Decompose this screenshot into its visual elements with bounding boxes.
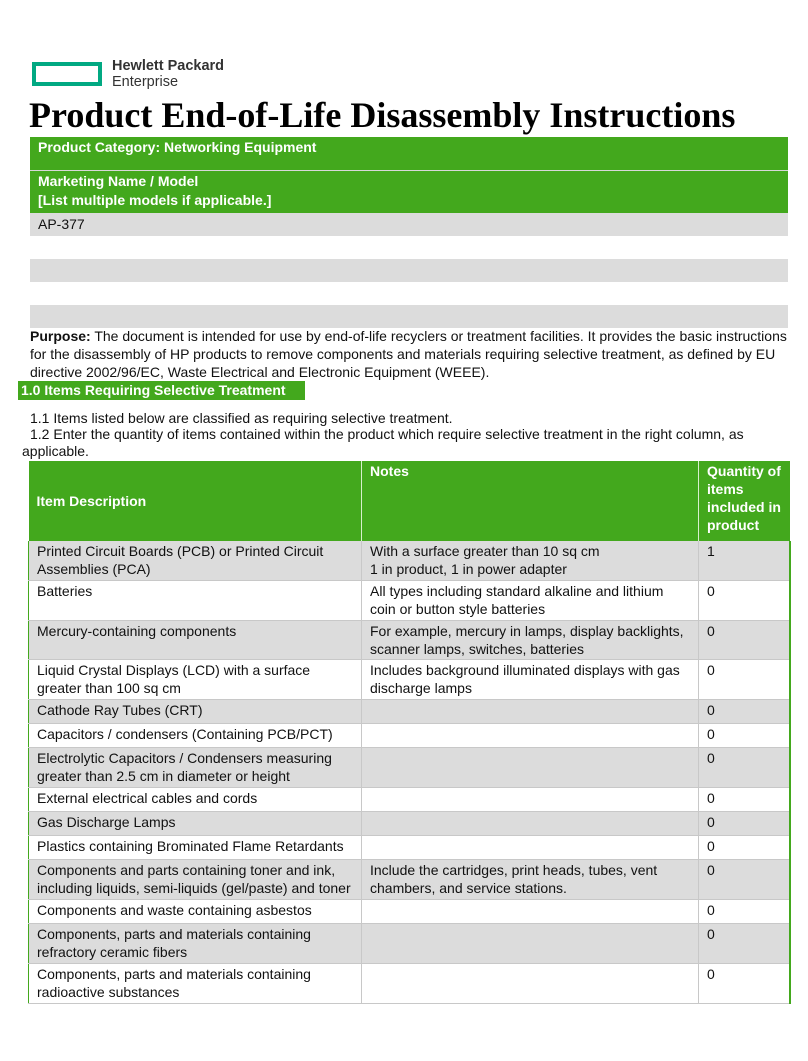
item-notes — [362, 811, 699, 835]
item-quantity: 0 — [699, 835, 790, 859]
item-notes — [362, 723, 699, 747]
item-quantity: 0 — [699, 659, 790, 699]
table-row — [29, 923, 790, 963]
item-description: External electrical cables and cords — [29, 787, 362, 811]
selective-treatment-table — [28, 461, 791, 1004]
item-notes — [362, 835, 699, 859]
item-quantity: 1 — [699, 541, 790, 580]
purpose-paragraph — [30, 327, 792, 381]
col-header-quantity: Quantity of items included in product — [699, 461, 790, 541]
item-quantity: 0 — [699, 811, 790, 835]
item-description: Electrolytic Capacitors / Condensers measuring greater than 2.5 cm in diameter or height — [29, 747, 362, 787]
item-description: Gas Discharge Lamps — [29, 811, 362, 835]
item-quantity: 0 — [699, 620, 790, 659]
item-notes — [362, 747, 699, 787]
hpe-logo-mark — [32, 62, 102, 86]
item-description: Components, parts and materials containing refractory ceramic fibers — [29, 923, 362, 963]
page-title: Product End-of-Life Disassembly Instructions — [29, 95, 736, 135]
item-quantity: 0 — [699, 787, 790, 811]
item-description: Components, parts and materials containing radioactive substances — [29, 963, 362, 1003]
logo-line1: Hewlett Packard — [112, 58, 225, 74]
table-row — [29, 835, 790, 859]
item-notes — [362, 923, 699, 963]
item-quantity: 0 — [699, 580, 790, 620]
table-row — [29, 541, 790, 580]
table-row — [29, 699, 790, 723]
item-quantity: 0 — [699, 899, 790, 923]
marketing-name-label: Marketing Name / Model — [38, 173, 199, 189]
purpose-label: Purpose: — [30, 328, 91, 344]
table-row — [29, 811, 790, 835]
table-row — [29, 580, 790, 620]
item-description: Plastics containing Brominated Flame Retardants — [29, 835, 362, 859]
table-row — [29, 620, 790, 659]
item-description: Printed Circuit Boards (PCB) or Printed Circuit Assemblies (PCA) — [29, 541, 362, 580]
item-quantity: 0 — [699, 859, 790, 899]
item-description: Capacitors / condensers (Containing PCB/PCT) — [29, 723, 362, 747]
logo-line2: Enterprise — [112, 74, 179, 90]
product-category: Product Category: Networking Equipment — [30, 137, 788, 171]
item-notes: All types including standard alkaline and lithium coin or button style batteries — [362, 580, 699, 620]
hpe-logo-text — [112, 58, 224, 90]
item-description: Liquid Crystal Displays (LCD) with a surface greater than 100 sq cm — [29, 659, 362, 699]
item-notes — [362, 699, 699, 723]
item-notes — [362, 787, 699, 811]
product-header-table — [30, 137, 788, 328]
item-description: Batteries — [29, 580, 362, 620]
item-notes: With a surface greater than 10 sq cm 1 in product, 1 in power adapter — [362, 541, 699, 580]
table-row — [29, 787, 790, 811]
table-row — [29, 963, 790, 1003]
item-quantity: 0 — [699, 723, 790, 747]
table-row — [29, 859, 790, 899]
item-description: Components and waste containing asbestos — [29, 899, 362, 923]
model-row — [30, 282, 788, 305]
item-notes: Includes background illuminated displays with gas discharge lamps — [362, 659, 699, 699]
marketing-name-hint: [List multiple models if applicable.] — [38, 192, 272, 208]
model-row — [30, 259, 788, 282]
marketing-name-header — [30, 171, 788, 213]
item-description: Mercury-containing components — [29, 620, 362, 659]
col-header-description: Item Description — [29, 461, 362, 541]
item-notes: For example, mercury in lamps, display backlights, scanner lamps, switches, batteries — [362, 620, 699, 659]
purpose-text: The document is intended for use by end-of-life recyclers or treatment facilities. It provides the basic instructions for the disassembly of HP products to remove components and materials requiring selective treatment, as defined by EU directive 2002/96/EC, Waste Electrical and Electronic Equipment (WEEE). — [30, 328, 787, 380]
section-title: 1.0 Items Requiring Selective Treatment — [18, 381, 305, 400]
table-row — [29, 899, 790, 923]
model-row — [30, 236, 788, 259]
section-note-1: 1.1 Items listed below are classified as requiring selective treatment. — [30, 410, 453, 426]
section-note-2: 1.2 Enter the quantity of items contained within the product which require selective treatment in the right column, as applicable. — [22, 426, 744, 459]
table-row — [29, 659, 790, 699]
item-quantity: 0 — [699, 963, 790, 1003]
model-row: AP-377 — [30, 213, 788, 236]
item-description: Cathode Ray Tubes (CRT) — [29, 699, 362, 723]
item-quantity: 0 — [699, 923, 790, 963]
table-row — [29, 723, 790, 747]
item-notes — [362, 899, 699, 923]
item-description: Components and parts containing toner and ink, including liquids, semi-liquids (gel/paste) and toner — [29, 859, 362, 899]
table-row — [29, 747, 790, 787]
item-notes: Include the cartridges, print heads, tubes, vent chambers, and service stations. — [362, 859, 699, 899]
model-row — [30, 305, 788, 328]
hpe-logo — [32, 58, 224, 90]
item-quantity: 0 — [699, 747, 790, 787]
item-notes — [362, 963, 699, 1003]
item-quantity: 0 — [699, 699, 790, 723]
col-header-notes: Notes — [362, 461, 699, 541]
